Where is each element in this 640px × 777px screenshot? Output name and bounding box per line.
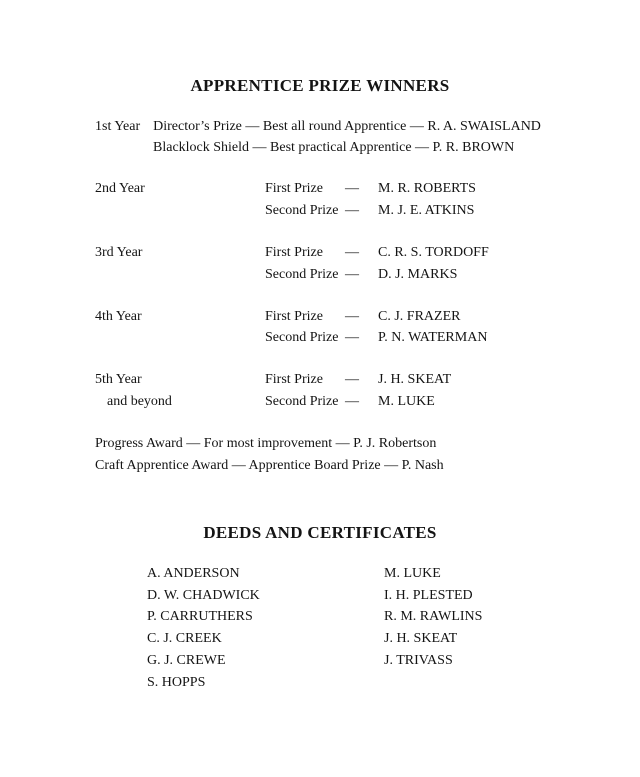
year-label-continued: and beyond [107,394,172,409]
first-year-row-1 [95,119,541,135]
year-5-second-row [0,394,640,410]
list-item: G. J. CREWE [147,652,226,668]
list-item: C. J. CREEK [147,631,222,647]
list-item: A. ANDERSON [147,566,240,581]
second-prize-label: Second Prize [265,267,339,282]
directors-prize-line: Director’s Prize — Best all round Apprentice — R. A. SWAISLAND [153,119,541,134]
year-4-second-row [0,330,640,346]
list-item: P. CARRUTHERS [147,609,253,625]
first-year-row-2 [153,140,514,156]
dash: — [345,330,359,345]
dash: — [345,267,359,282]
dash: — [345,181,359,196]
second-prize-label: Second Prize [265,330,339,345]
list-item: J. TRIVASS [384,652,453,668]
first-prize-label: First Prize [265,181,323,196]
first-prize-winner: C. R. S. TORDOFF [378,245,489,260]
second-prize-label: Second Prize [265,203,339,218]
deeds-left-column [147,563,260,693]
deeds-title: DEEDS AND CERTIFICATES [203,523,437,542]
dash: — [345,394,359,409]
year-5-first-row [0,372,640,388]
year-label: 5th Year [95,372,142,387]
progress-award: Progress Award — For most improvement — P. J. Robertson [95,436,437,451]
dash: — [345,245,359,260]
prize-winners-title: APPRENTICE PRIZE WINNERS [190,76,450,95]
first-prize-winner: C. J. FRAZER [378,309,461,324]
dash: — [345,203,359,218]
list-item: D. W. CHADWICK [147,587,260,603]
year-label: 4th Year [95,309,142,324]
first-year-label: 1st Year [95,119,141,134]
dash: — [345,372,359,387]
second-prize-winner: M. LUKE [378,394,435,409]
second-prize-winner: P. N. WATERMAN [378,330,488,345]
first-prize-label: First Prize [265,372,323,387]
year-3-second-row [0,267,640,283]
first-prize-winner: J. H. SKEAT [378,372,452,387]
first-prize-label: First Prize [265,309,323,324]
first-prize-label: First Prize [265,245,323,260]
dash: — [345,309,359,324]
year-2-first-row [0,181,640,197]
list-item: J. H. SKEAT [384,631,458,647]
year-3-first-row [0,245,640,261]
craft-apprentice-award: Craft Apprentice Award — Apprentice Board Prize — P. Nash [95,458,444,473]
year-label: 3rd Year [95,245,143,260]
first-prize-winner: M. R. ROBERTS [378,181,476,196]
blacklock-shield-line: Blacklock Shield — Best practical Apprentice — P. R. BROWN [153,140,515,155]
second-prize-winner: M. J. E. ATKINS [378,203,475,218]
second-prize-winner: D. J. MARKS [378,267,458,282]
year-2-second-row [0,203,640,219]
deeds-right-column [384,563,482,672]
year-4-first-row [0,309,640,325]
list-item: M. LUKE [384,566,441,581]
year-label: 2nd Year [95,181,145,196]
list-item: S. HOPPS [147,674,206,690]
list-item: I. H. PLESTED [384,587,473,603]
second-prize-label: Second Prize [265,394,339,409]
list-item: R. M. RAWLINS [384,609,483,625]
